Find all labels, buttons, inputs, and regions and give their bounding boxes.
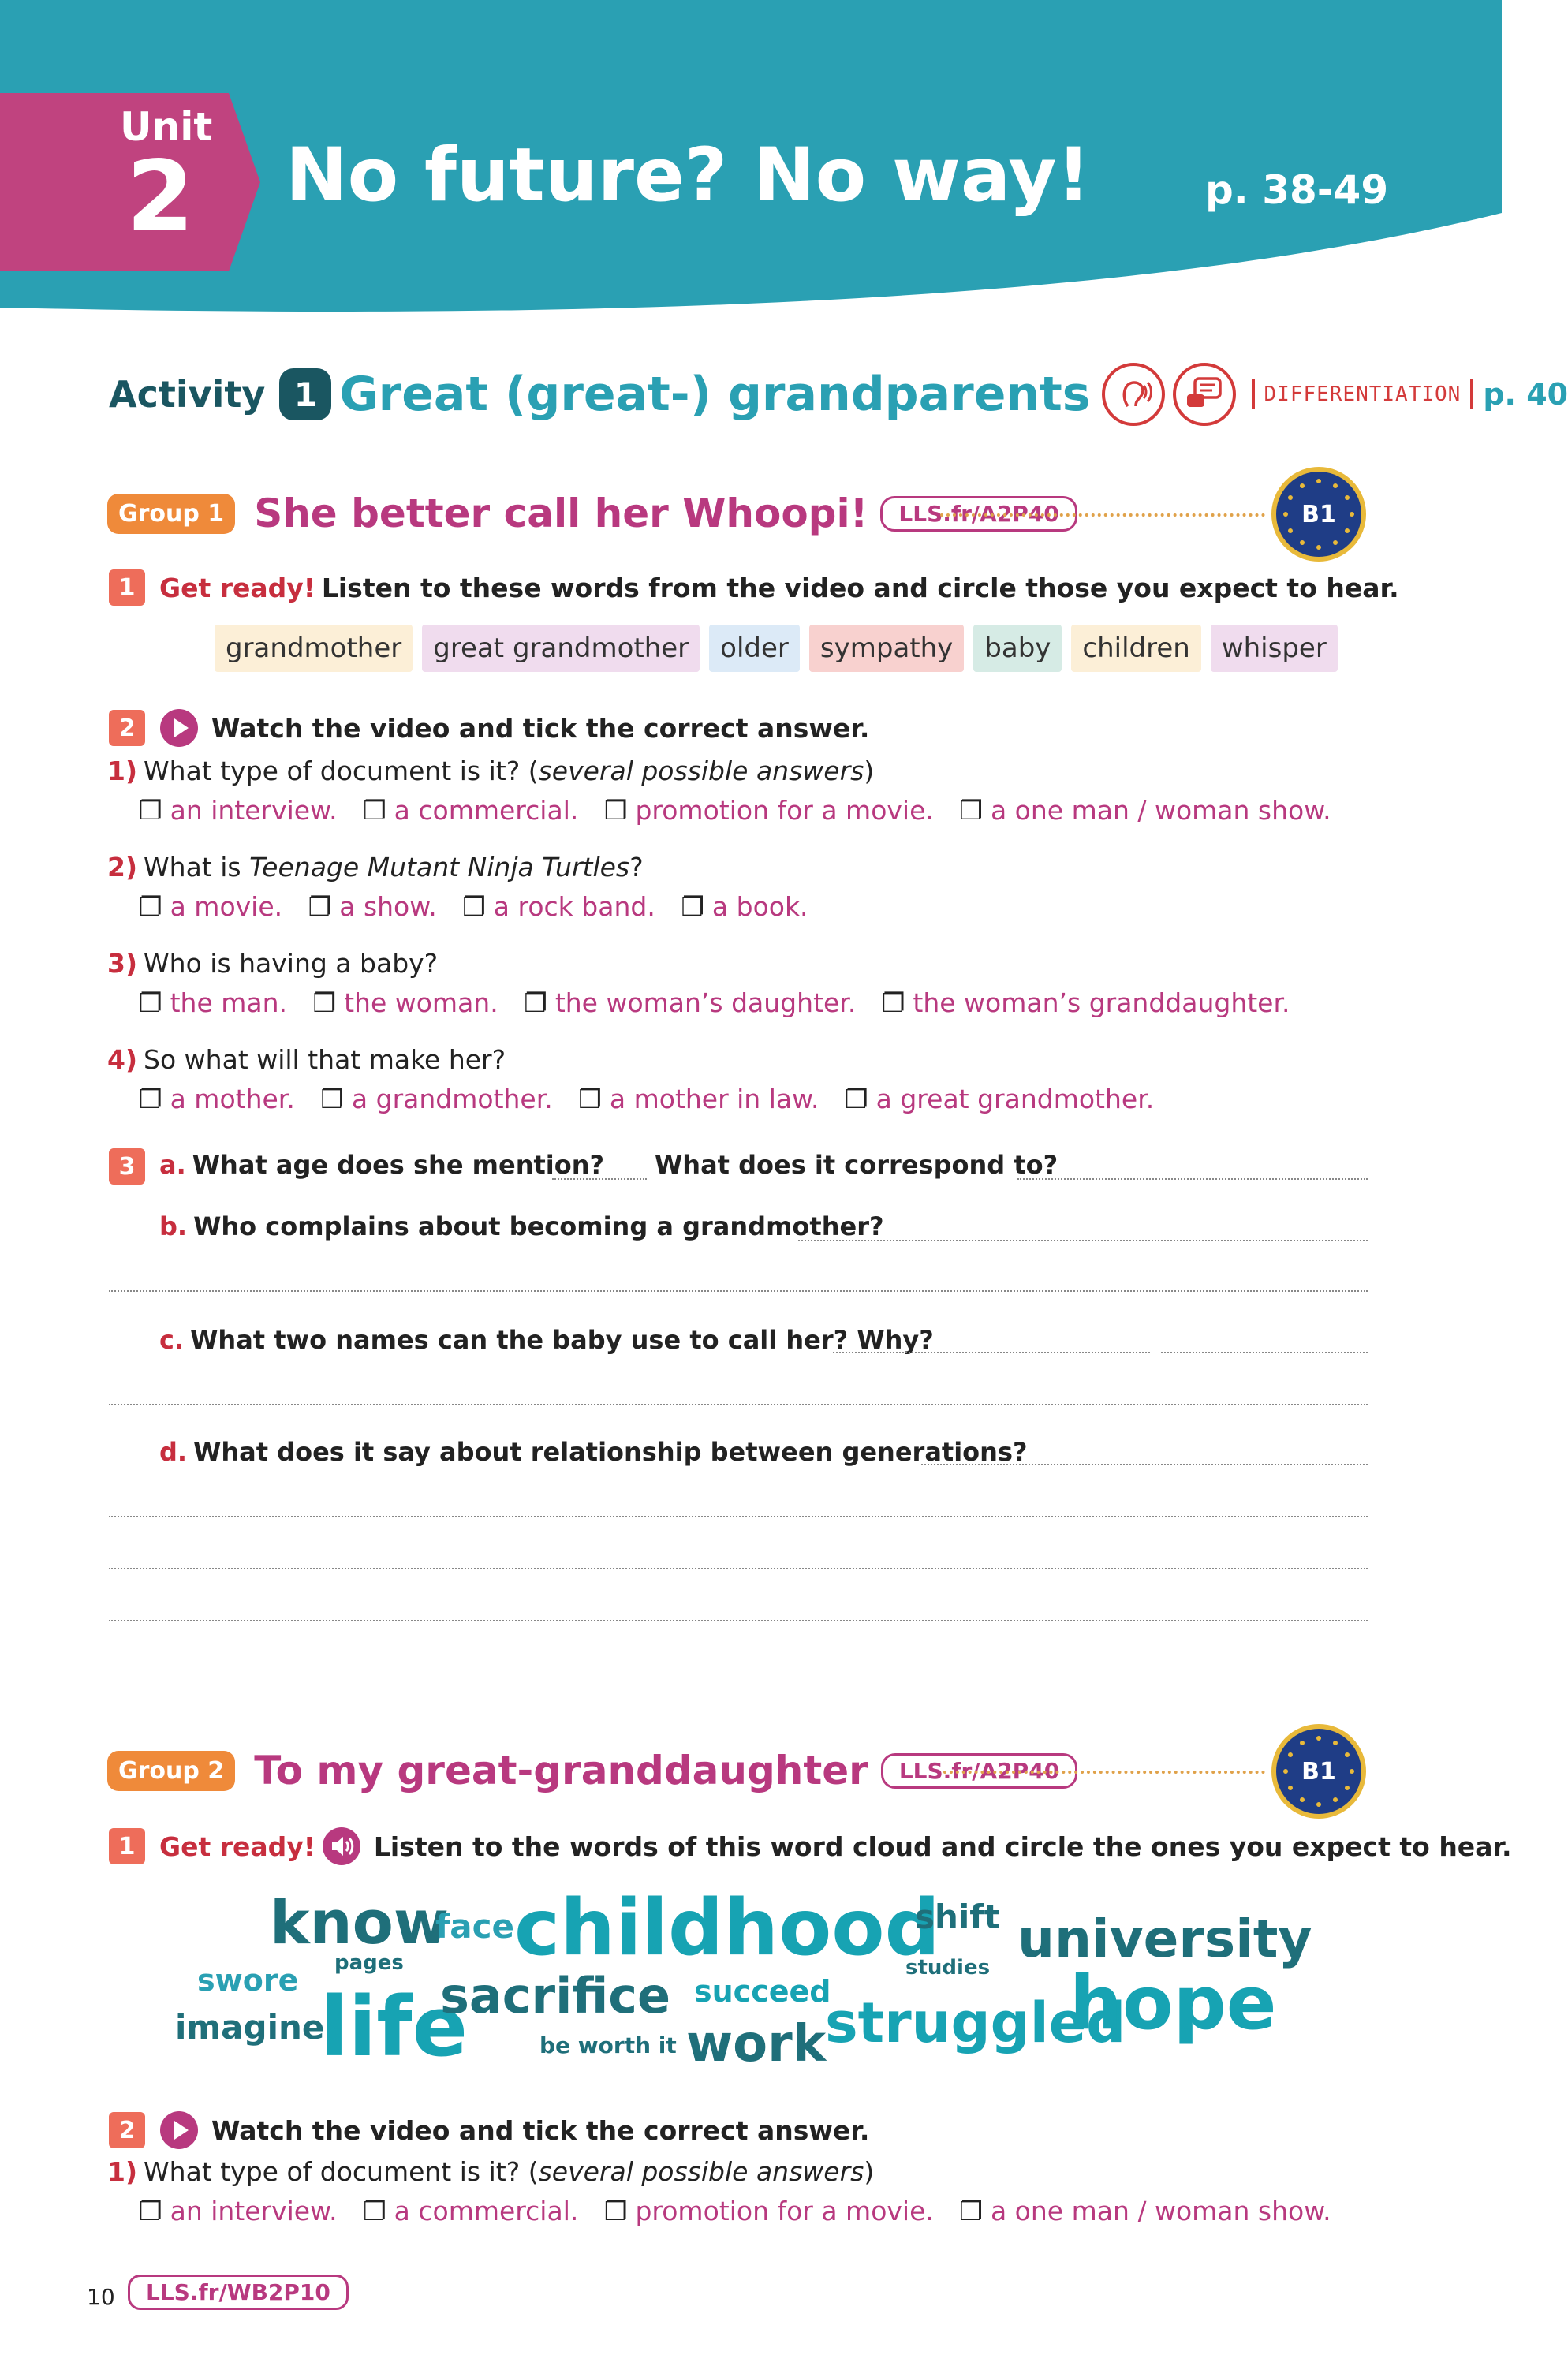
group1-q1 (109, 569, 1399, 606)
word-cloud-word[interactable]: life (320, 1979, 469, 2075)
word-cloud-word[interactable]: swore (197, 1963, 299, 1998)
listening-ear-icon (1102, 363, 1165, 426)
group2-level-badge (1271, 1724, 1366, 1819)
q3d-question: d. What does it say about relationship between generations? (159, 1437, 1028, 1467)
group1-q1-get-ready: Get ready! (159, 572, 315, 603)
word-cloud-word[interactable]: know (270, 1887, 450, 1957)
unit-number: 2 (126, 140, 195, 254)
word-chip[interactable]: grandmother (215, 625, 413, 672)
group2-badge: Group 2 (107, 1751, 235, 1791)
checkbox-option[interactable]: ❐ a commercial. (363, 2196, 579, 2226)
checkbox-option[interactable]: ❐ promotion for a movie. (603, 2196, 934, 2226)
word-cloud-word[interactable]: shift (915, 1898, 1000, 1936)
checkbox-option[interactable]: ❐ the man. (139, 987, 288, 1018)
group1-q2-item1-options (139, 795, 1349, 826)
item-text: So what will that make her? (144, 1044, 506, 1075)
activity-number: 1 (279, 368, 331, 420)
group2-q1 (109, 1827, 1512, 1866)
group2-q2-number: 2 (109, 2112, 145, 2148)
group1-q3-number: 3 (109, 1148, 145, 1185)
word-chip[interactable]: baby (973, 625, 1062, 672)
group2-q1-number: 1 (109, 1828, 145, 1864)
item-text-italic: Teenage Mutant Ninja Turtles (249, 852, 630, 883)
item-number: 3) (107, 948, 138, 979)
activity-page-ref: p. 40 (1483, 377, 1568, 412)
answer-line[interactable] (921, 1464, 1368, 1465)
word-cloud-word[interactable]: childhood (514, 1883, 940, 1973)
item-text: What type of document is it? ( (144, 2156, 539, 2187)
group1-q2 (109, 708, 869, 748)
word-cloud-word[interactable]: hope (1070, 1961, 1277, 2047)
word-cloud-word[interactable]: succeed (694, 1974, 831, 2009)
answer-line[interactable] (109, 1568, 1368, 1569)
answer-line[interactable] (109, 1404, 1368, 1405)
group2-q2 (109, 2110, 869, 2150)
checkbox-option[interactable]: ❐ a great grandmother. (845, 1084, 1155, 1114)
page-number: 10 (87, 2284, 115, 2310)
group1-word-chips (215, 625, 1338, 672)
answer-line[interactable] (109, 1620, 1368, 1621)
word-chip[interactable]: sympathy (809, 625, 964, 672)
checkbox-option[interactable]: ❐ the woman. (312, 987, 498, 1018)
group1-link[interactable]: LLS.fr/A2P40 (880, 496, 1077, 532)
footer-link[interactable]: LLS.fr/WB2P10 (128, 2275, 349, 2310)
group1-q1-number: 1 (109, 569, 145, 606)
checkbox-option[interactable]: ❐ a mother in law. (578, 1084, 819, 1114)
word-cloud-word[interactable]: university (1017, 1909, 1312, 1969)
group1-heading (107, 486, 1077, 541)
q3b-question: b. Who complains about becoming a grandmother? (159, 1211, 884, 1241)
group1-dotted-divider (940, 513, 1265, 517)
answer-line[interactable] (109, 1516, 1368, 1517)
unit-title: No future? No way! (286, 132, 1091, 218)
q3a-question-2: What does it correspond to? (655, 1150, 1058, 1180)
answer-line[interactable] (552, 1178, 647, 1180)
word-chip[interactable]: children (1071, 625, 1200, 672)
word-chip[interactable]: older (709, 625, 800, 672)
group2-q2-text: Watch the video and tick the correct answer. (211, 2114, 870, 2146)
checkbox-option[interactable]: ❐ the woman’s daughter. (524, 987, 857, 1018)
checkbox-option[interactable]: ❐ a one man / woman show. (959, 795, 1331, 826)
group2-q2-item1-options (139, 2196, 1349, 2226)
group2-heading (107, 1743, 1077, 1798)
checkbox-option[interactable]: ❐ an interview. (139, 795, 338, 826)
word-chip[interactable]: great grandmother (422, 625, 700, 672)
checkbox-option[interactable]: ❐ an interview. (139, 2196, 338, 2226)
group1-level: B1 (1301, 500, 1336, 528)
group1-q2-item4-options (139, 1084, 1171, 1114)
checkbox-option[interactable]: ❐ a mother. (139, 1084, 295, 1114)
group1-q2-text: Watch the video and tick the correct answer. (211, 712, 870, 744)
group1-q2-item3 (107, 948, 438, 979)
word-cloud-word[interactable]: be worth it (539, 2032, 677, 2058)
word-cloud-word[interactable]: sacrifice (440, 1967, 671, 2025)
answer-line[interactable] (1161, 1352, 1368, 1353)
group2-link[interactable]: LLS.fr/A2P40 (881, 1753, 1077, 1789)
play-video-icon (159, 708, 199, 748)
group1-q2-item2 (107, 852, 644, 883)
unit-pages: p. 38-49 (1205, 167, 1389, 213)
group2-q2-item1 (107, 2156, 874, 2187)
word-cloud-word[interactable]: imagine (175, 2008, 325, 2047)
group1-level-badge (1271, 467, 1366, 562)
answer-line[interactable] (833, 1352, 1150, 1353)
group2-q1-text: Listen to the words of this word cloud and circle the ones you expect to hear. (373, 1830, 1512, 1862)
item-text-end: ) (864, 2156, 875, 2187)
group1-q1-text: Listen to these words from the video and circle those you expect to hear. (321, 572, 1399, 603)
group1-q2-item3-options (139, 987, 1308, 1018)
checkbox-option[interactable]: ❐ promotion for a movie. (603, 795, 934, 826)
differentiation-tag: DIFFERENTIATION (1252, 379, 1474, 409)
checkbox-option[interactable]: ❐ a show. (308, 891, 437, 922)
word-cloud-word[interactable]: pages (334, 1951, 404, 1975)
answer-line[interactable] (798, 1240, 1368, 1241)
group1-badge: Group 1 (107, 494, 235, 534)
word-cloud-word[interactable]: work (686, 2015, 827, 2073)
answer-line[interactable] (1017, 1178, 1368, 1180)
checkbox-option[interactable]: ❐ the woman’s granddaughter. (881, 987, 1290, 1018)
word-chip[interactable]: whisper (1211, 625, 1338, 672)
item-text-end: ? (629, 852, 644, 883)
word-cloud-word[interactable]: studies (905, 1956, 991, 1980)
item-number: 1) (107, 756, 138, 786)
item-text-end: ) (864, 756, 875, 786)
group2-title: To my great-granddaughter (254, 1748, 868, 1793)
group1-title: She better call her Whoopi! (254, 491, 868, 536)
play-video-icon (159, 2110, 199, 2150)
q3c-question: c. What two names can the baby use to call her? Why? (159, 1325, 934, 1355)
activity-label: Activity (109, 373, 266, 416)
word-cloud-word[interactable]: struggled (825, 1991, 1126, 2055)
item-number: 2) (107, 852, 138, 883)
speaker-icon (322, 1827, 361, 1866)
unit-label: Unit (120, 104, 213, 150)
checkbox-option[interactable]: ❐ a one man / woman show. (959, 2196, 1331, 2226)
item-text: What is (144, 852, 250, 883)
group2-level: B1 (1301, 1757, 1336, 1786)
q3a-question: a. What age does she mention? (159, 1150, 605, 1180)
item-text-italic: several possible answers (538, 756, 864, 786)
checkbox-option[interactable]: ❐ a rock band. (462, 891, 655, 922)
group1-q2-number: 2 (109, 710, 145, 746)
group2-dotted-divider (943, 1771, 1265, 1774)
checkbox-option[interactable]: ❐ a movie. (139, 891, 283, 922)
item-text-italic: several possible answers (538, 2156, 864, 2187)
activity-title: Great (great-) grandparents (339, 367, 1091, 422)
checkbox-option[interactable]: ❐ a grandmother. (320, 1084, 553, 1114)
group2-q1-get-ready: Get ready! (159, 1830, 315, 1862)
checkbox-option[interactable]: ❐ a commercial. (363, 795, 579, 826)
group1-q3 (109, 1148, 159, 1185)
item-number: 1) (107, 2156, 138, 2187)
group1-q2-item2-options (139, 891, 826, 922)
checkbox-option[interactable]: ❐ a book. (681, 891, 808, 922)
group1-q2-item1 (107, 756, 874, 786)
activity-heading (109, 363, 1568, 426)
speech-bubbles-icon (1173, 363, 1236, 426)
item-number: 4) (107, 1044, 138, 1075)
answer-line[interactable] (109, 1290, 1368, 1292)
group1-q2-item4 (107, 1044, 506, 1075)
word-cloud-word[interactable]: face (435, 1907, 514, 1946)
item-text: Who is having a baby? (144, 948, 439, 979)
item-text: What type of document is it? ( (144, 756, 539, 786)
